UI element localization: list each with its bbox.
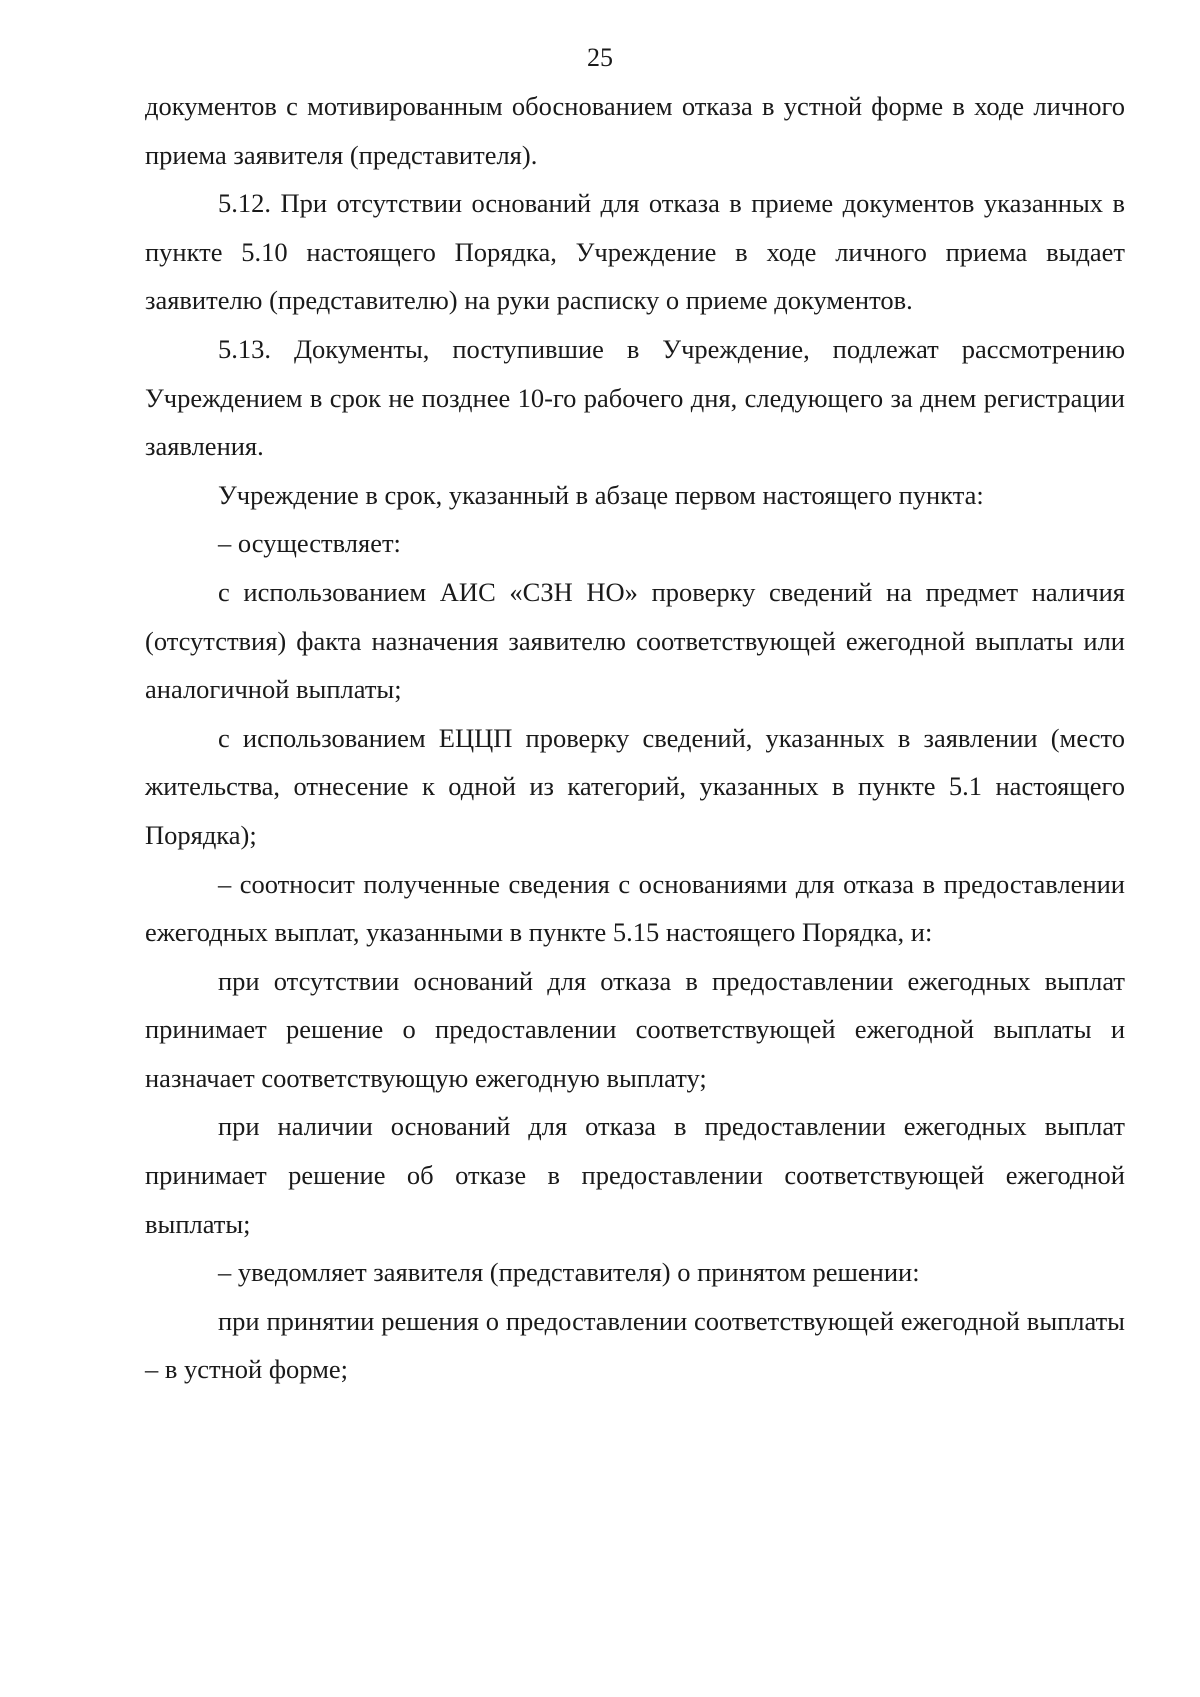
paragraph-5-13: 5.13. Документы, поступившие в Учреждение, подлежат рассмотрению Учреждением в срок не позднее 10-го рабочего дня, следующего за днем регистрации заявления.: [145, 333, 1125, 462]
paragraph-continuation: документов с мотивированным обоснованием отказа в устной форме в ходе личного приема заявителя (представителя).: [145, 91, 1125, 170]
paragraph-has-grounds: при наличии оснований для отказа в предоставлении ежегодных выплат принимает решение об отказе в предоставлении соответствующей ежегодной выплаты;: [145, 1111, 1125, 1239]
paragraph-eccp-check: с использованием ЕЦЦП проверку сведений, указанных в заявлении (место жительства, отнесение к одной из категорий, указанных в пункте 5.1 настоящего Порядка);: [145, 722, 1125, 850]
paragraph-performs: – осуществляет:: [218, 528, 401, 559]
paragraph-notifies: – уведомляет заявителя (представителя) о принятом решении:: [218, 1257, 920, 1288]
paragraph-compares: – соотносит полученные сведения с основаниями для отказа в предоставлении ежегодных выплат, указанными в пункте 5.15 настоящего Порядка, и:: [145, 868, 1125, 948]
document-body: [145, 82, 1125, 1394]
paragraph-institution-term: Учреждение в срок, указанный в абзаце первом настоящего пункта:: [218, 479, 984, 510]
page-number: 25: [587, 43, 613, 72]
paragraph-5-12: 5.12. При отсутствии оснований для отказа в приеме документов указанных в пункте 5.10 настоящего Порядка, Учреждение в ходе личного приема выдает заявителю (представителю) на руки расписку о приеме документов.: [145, 188, 1125, 316]
paragraph-ais-check: с использованием АИС «СЗН НО» проверку сведений на предмет наличия (отсутствия) факта назначения заявителю соответствующей ежегодной выплаты или аналогичной выплаты;: [145, 576, 1125, 705]
paragraph-oral-form: при принятии решения о предоставлении соответствующей ежегодной выплаты – в устной форме;: [145, 1305, 1125, 1385]
paragraph-no-grounds: при отсутствии оснований для отказа в предоставлении ежегодных выплат принимает решение о предоставлении соответствующей ежегодной выплаты и назначает соответствующую ежегодную выплату;: [145, 965, 1125, 1093]
